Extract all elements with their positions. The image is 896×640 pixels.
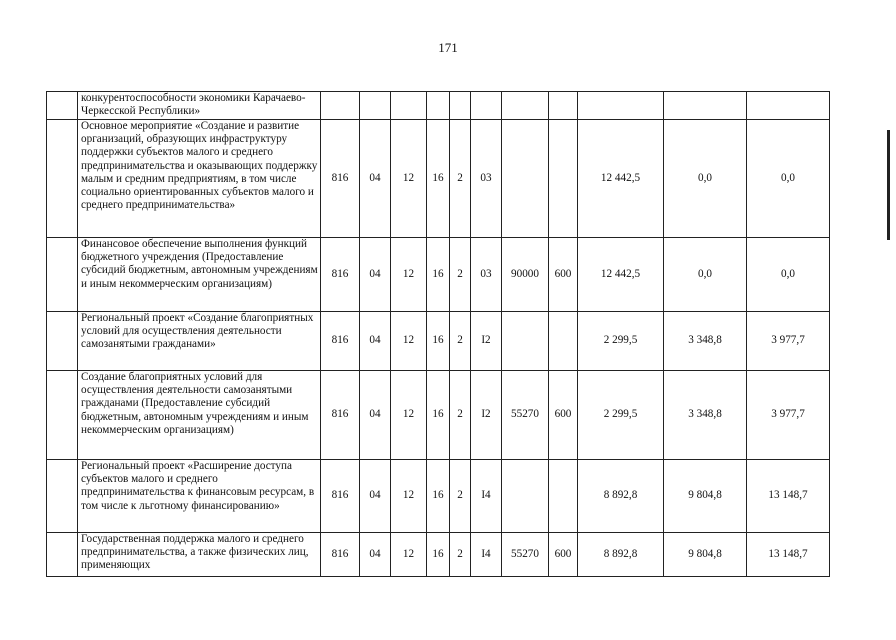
target-article-direction-cell bbox=[502, 312, 549, 371]
table-row bbox=[47, 533, 830, 577]
target-article-event-cell: I4 bbox=[471, 460, 502, 533]
amount-year2-cell: 9 804,8 bbox=[664, 533, 747, 577]
grbs-cell: 816 bbox=[321, 460, 360, 533]
row-name-cell bbox=[78, 120, 321, 238]
section-cell: 04 bbox=[360, 371, 391, 460]
section-cell: 04 bbox=[360, 120, 391, 238]
expense-type-cell bbox=[549, 312, 578, 371]
amount-year1-cell: 2 299,5 bbox=[578, 312, 664, 371]
target-article-direction-cell bbox=[502, 120, 549, 238]
row-name-cell bbox=[78, 312, 321, 371]
subsection-cell bbox=[391, 92, 427, 120]
budget-table bbox=[46, 91, 830, 577]
target-article-direction-cell bbox=[502, 460, 549, 533]
row-name: Основное мероприятие «Создание и развитие организаций, образующих инфраструктуру поддержки субъектов малого и среднего предпринимательства и оказывающих поддержку малым и средним предприятиям, в том числе социально ориентированных субъектов малого и среднего предпринимательства» bbox=[81, 120, 318, 212]
table-row bbox=[47, 92, 830, 120]
amount-year2-cell: 3 348,8 bbox=[664, 371, 747, 460]
table-row bbox=[47, 460, 830, 533]
section-cell: 04 bbox=[360, 533, 391, 577]
expense-type-cell: 600 bbox=[549, 533, 578, 577]
row-index-cell bbox=[47, 312, 78, 371]
row-index-cell bbox=[47, 533, 78, 577]
target-article-event-cell: 03 bbox=[471, 238, 502, 312]
subsection-cell: 12 bbox=[391, 533, 427, 577]
amount-year1-cell bbox=[578, 92, 664, 120]
target-article-subprogram-cell: 2 bbox=[450, 460, 471, 533]
scan-edge-mark bbox=[887, 130, 890, 240]
row-index-cell bbox=[47, 120, 78, 238]
amount-year3-cell: 13 148,7 bbox=[747, 533, 830, 577]
amount-year3-cell: 0,0 bbox=[747, 238, 830, 312]
target-article-event-cell bbox=[471, 92, 502, 120]
row-index-cell bbox=[47, 460, 78, 533]
grbs-cell bbox=[321, 92, 360, 120]
target-article-direction-cell: 55270 bbox=[502, 533, 549, 577]
subsection-cell: 12 bbox=[391, 371, 427, 460]
expense-type-cell: 600 bbox=[549, 238, 578, 312]
subsection-cell: 12 bbox=[391, 460, 427, 533]
row-name-cell bbox=[78, 238, 321, 312]
subsection-cell: 12 bbox=[391, 238, 427, 312]
amount-year2-cell: 0,0 bbox=[664, 238, 747, 312]
target-article-program-cell: 16 bbox=[427, 533, 450, 577]
row-name: Региональный проект «Создание благоприятных условий для осуществления деятельности самозанятыми гражданами» bbox=[81, 312, 314, 351]
subsection-cell: 12 bbox=[391, 312, 427, 371]
row-name: Создание благоприятных условий для осуществления деятельности самозанятыми гражданами (Предоставление субсидий бюджетным, автономным учреждениям и иным некоммерческим организациям) bbox=[81, 371, 309, 436]
row-name: Финансовое обеспечение выполнения функций бюджетного учреждения (Предоставление субсидий бюджетным, автономным учреждениям и иным некоммерческим организациям) bbox=[81, 238, 318, 290]
amount-year1-cell: 12 442,5 bbox=[578, 238, 664, 312]
subsection-cell: 12 bbox=[391, 120, 427, 238]
page-number: 171 bbox=[438, 40, 458, 55]
amount-year1-cell: 2 299,5 bbox=[578, 371, 664, 460]
amount-year2-cell bbox=[664, 92, 747, 120]
section-cell bbox=[360, 92, 391, 120]
amount-year3-cell: 3 977,7 bbox=[747, 371, 830, 460]
row-index-cell bbox=[47, 92, 78, 120]
amount-year3-cell: 0,0 bbox=[747, 120, 830, 238]
target-article-direction-cell: 90000 bbox=[502, 238, 549, 312]
grbs-cell: 816 bbox=[321, 120, 360, 238]
target-article-subprogram-cell: 2 bbox=[450, 238, 471, 312]
target-article-program-cell: 16 bbox=[427, 371, 450, 460]
grbs-cell: 816 bbox=[321, 238, 360, 312]
section-cell: 04 bbox=[360, 460, 391, 533]
expense-type-cell: 600 bbox=[549, 371, 578, 460]
amount-year1-cell: 8 892,8 bbox=[578, 460, 664, 533]
expense-type-cell bbox=[549, 92, 578, 120]
row-name: Региональный проект «Расширение доступа субъектов малого и среднего предпринимательства к финансовым ресурсам, в том числе к льготному финансированию» bbox=[81, 460, 315, 512]
amount-year3-cell: 3 977,7 bbox=[747, 312, 830, 371]
row-name: конкурентоспособности экономики Карачаево-Черкесской Республики» bbox=[81, 92, 306, 118]
target-article-program-cell: 16 bbox=[427, 312, 450, 371]
amount-year3-cell bbox=[747, 92, 830, 120]
amount-year2-cell: 9 804,8 bbox=[664, 460, 747, 533]
target-article-program-cell: 16 bbox=[427, 120, 450, 238]
target-article-event-cell: I2 bbox=[471, 371, 502, 460]
table-row bbox=[47, 120, 830, 238]
grbs-cell: 816 bbox=[321, 371, 360, 460]
target-article-direction-cell: 55270 bbox=[502, 371, 549, 460]
target-article-subprogram-cell: 2 bbox=[450, 533, 471, 577]
table-row bbox=[47, 238, 830, 312]
amount-year1-cell: 12 442,5 bbox=[578, 120, 664, 238]
row-index-cell bbox=[47, 371, 78, 460]
target-article-event-cell: I4 bbox=[471, 533, 502, 577]
target-article-subprogram-cell: 2 bbox=[450, 120, 471, 238]
target-article-program-cell bbox=[427, 92, 450, 120]
target-article-subprogram-cell bbox=[450, 92, 471, 120]
grbs-cell: 816 bbox=[321, 533, 360, 577]
amount-year2-cell: 0,0 bbox=[664, 120, 747, 238]
expense-type-cell bbox=[549, 120, 578, 238]
grbs-cell: 816 bbox=[321, 312, 360, 371]
row-name: Государственная поддержка малого и среднего предпринимательства, а также физических лиц, применяющих bbox=[81, 533, 309, 572]
table-row bbox=[47, 312, 830, 371]
section-cell: 04 bbox=[360, 238, 391, 312]
amount-year2-cell: 3 348,8 bbox=[664, 312, 747, 371]
target-article-program-cell: 16 bbox=[427, 238, 450, 312]
section-cell: 04 bbox=[360, 312, 391, 371]
target-article-subprogram-cell: 2 bbox=[450, 371, 471, 460]
row-index-cell bbox=[47, 238, 78, 312]
row-name-cell bbox=[78, 460, 321, 533]
table-row bbox=[47, 371, 830, 460]
row-name-cell bbox=[78, 92, 321, 120]
expense-type-cell bbox=[549, 460, 578, 533]
target-article-direction-cell bbox=[502, 92, 549, 120]
target-article-event-cell: I2 bbox=[471, 312, 502, 371]
amount-year3-cell: 13 148,7 bbox=[747, 460, 830, 533]
target-article-program-cell: 16 bbox=[427, 460, 450, 533]
amount-year1-cell: 8 892,8 bbox=[578, 533, 664, 577]
target-article-event-cell: 03 bbox=[471, 120, 502, 238]
target-article-subprogram-cell: 2 bbox=[450, 312, 471, 371]
row-name-cell bbox=[78, 371, 321, 460]
row-name-cell bbox=[78, 533, 321, 577]
